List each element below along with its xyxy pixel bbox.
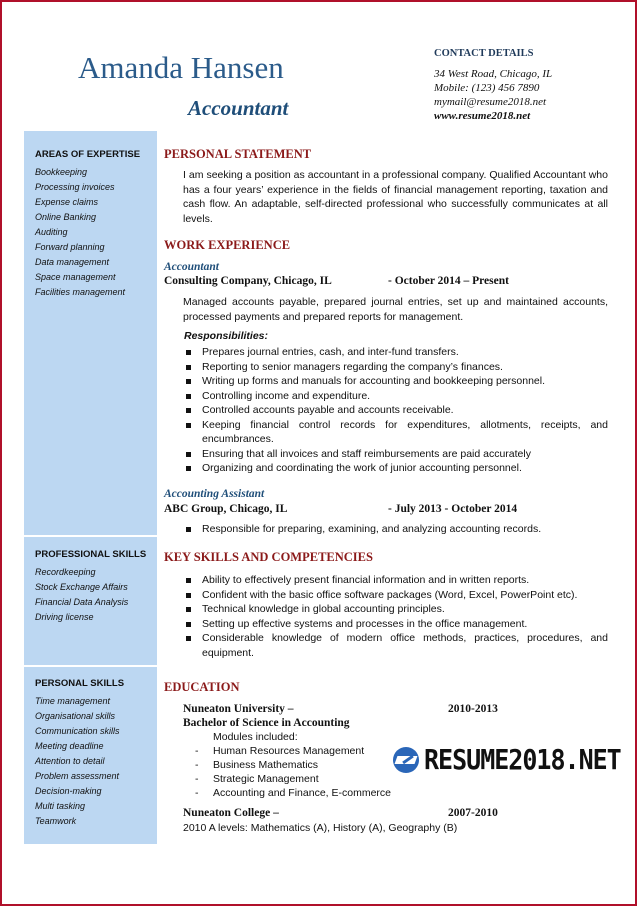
list-item: - Strategic Management [195, 773, 319, 785]
statement-text: I am seeking a position as accountant in a professional company. Qualified Accountant who has a four years’ experience in the fields of financial management reporting, taxation and cash flow. An adaptable, self-directed professional who successfully communicates at all levels. [183, 169, 608, 225]
list-item-text: Technical knowledge in global accounting principles. [202, 603, 445, 615]
list-item-text: Ensuring that all invoices and staff reimbursements are paid accurately [202, 447, 531, 460]
list-item-text: Strategic Management [213, 773, 319, 785]
list-item: Online Banking [35, 212, 97, 222]
personal-skills-heading: PERSONAL SKILLS [35, 678, 125, 689]
list-item-text: Considerable knowledge of modern office methods, practices, procedures, and equipment. [202, 632, 608, 659]
contact-details [434, 47, 552, 123]
list-item: Driving license [35, 612, 94, 622]
list-item: Organisational skills [35, 711, 116, 721]
list-item: Auditing [35, 227, 68, 237]
contact-email[interactable]: mymail@resume2018.net [434, 96, 547, 108]
job-title: Accountant [188, 96, 289, 120]
responsibilities-heading: Responsibilities: [184, 330, 269, 342]
list-item: Facilities management [35, 287, 126, 297]
list-item [184, 617, 608, 632]
list-item-text: Prepares journal entries, cash, and inter-fund transfers. [202, 346, 459, 358]
list-item: Recordkeeping [35, 567, 96, 577]
list-item: Teamwork [35, 816, 77, 826]
list-item-text: Reporting to senior managers regarding the company’s finances. [202, 360, 503, 373]
pen-logo-icon [393, 747, 419, 773]
list-item-text: Controlled accounts payable and accounts receivable. [202, 404, 454, 416]
list-item: Time management [35, 696, 110, 706]
list-item [184, 461, 608, 476]
list-item-text: Business Mathematics [213, 759, 319, 771]
professional-skills-heading: PROFESSIONAL SKILLS [35, 549, 147, 560]
list-item [184, 522, 608, 537]
contact-website[interactable]: www.resume2018.net [434, 110, 531, 122]
list-item [184, 602, 608, 617]
list-item: Multi tasking [35, 801, 86, 811]
list-item [184, 403, 608, 418]
list-item: Forward planning [35, 242, 105, 252]
list-item-text: Confident with the basic office software packages (Word, Excel, PowerPoint etc). [202, 588, 578, 601]
list-item: - Human Resources Management [195, 745, 365, 757]
sidebar-divider [24, 665, 157, 667]
list-item: Decision-making [35, 786, 102, 796]
list-item [184, 588, 608, 603]
list-item-text: Ability to effectively present financial information and in written reports. [202, 574, 530, 586]
list-item-text: Keeping financial control records for expenditures, allotments, receipts, and encumbrances. [202, 418, 608, 445]
list-item [184, 345, 608, 360]
list-item: - Accounting and Finance, E-commerce [195, 787, 392, 799]
school2-name: Nuneaton College – [183, 807, 279, 819]
list-item: Meeting deadline [35, 741, 104, 751]
list-item [184, 447, 608, 462]
job2-responsibilities [184, 522, 608, 537]
candidate-name: Amanda Hansen [78, 50, 284, 85]
modules-list [195, 744, 391, 800]
list-item: Expense claims [35, 197, 99, 207]
contact-mobile: Mobile: (123) 456 7890 [434, 82, 540, 94]
list-item [184, 389, 608, 404]
job1-title: Accountant [164, 261, 219, 273]
job1-dates: - October 2014 – Present [388, 275, 509, 287]
job1-responsibilities [184, 345, 608, 476]
list-item: Processing invoices [35, 182, 115, 192]
list-item-text: Responsible for preparing, examining, and analyzing accounting records. [202, 523, 542, 535]
job2-dates: - July 2013 - October 2014 [388, 503, 518, 515]
list-item: Bookkeeping [35, 167, 88, 177]
sidebar [24, 131, 157, 844]
school1-name: Nuneaton University – [183, 703, 294, 715]
list-item [184, 374, 608, 389]
modules-label: Modules included: [213, 731, 298, 743]
list-item-text: Accounting and Finance, E-commerce [213, 787, 392, 799]
experience-heading: WORK EXPERIENCE [164, 238, 291, 252]
education-heading: EDUCATION [164, 680, 240, 694]
contact-address: 34 West Road, Chicago, IL [434, 68, 553, 80]
list-item [184, 631, 608, 660]
sidebar-divider [24, 535, 157, 537]
list-item: - Business Mathematics [195, 759, 319, 771]
job1-summary: Managed accounts payable, prepared journal entries, set up and maintained accounts, processed payments and prepared reports for management. [183, 296, 608, 323]
school2-years: 2007-2010 [448, 807, 498, 819]
job1-company: Consulting Company, Chicago, IL [164, 275, 332, 287]
list-item: Communication skills [35, 726, 120, 736]
list-item [184, 418, 608, 447]
a-levels: 2010 A levels: Mathematics (A), History (A), Geography (B) [183, 822, 458, 834]
list-item: Attention to detail [35, 756, 105, 766]
personal-skills-section [35, 676, 124, 829]
skills-heading: KEY SKILLS AND COMPETENCIES [164, 550, 373, 564]
watermark-text: RESUME2018.NET [424, 743, 621, 776]
list-item: Space management [35, 272, 116, 282]
expertise-section [35, 147, 140, 300]
statement-heading: PERSONAL STATEMENT [164, 147, 312, 161]
contact-heading: CONTACT DETAILS [434, 48, 534, 59]
list-item: Data management [35, 257, 110, 267]
expertise-heading: AREAS OF EXPERTISE [35, 149, 141, 160]
professional-skills-section [35, 547, 146, 625]
degree: Bachelor of Science in Accounting [183, 717, 350, 729]
watermark [393, 745, 621, 774]
list-item: Problem assessment [35, 771, 120, 781]
list-item-text: Human Resources Management [213, 745, 365, 757]
list-item: Financial Data Analysis [35, 597, 129, 607]
list-item [184, 360, 608, 375]
job2-title: Accounting Assistant [164, 488, 265, 500]
list-item-text: Organizing and coordinating the work of junior accounting personnel. [202, 462, 522, 474]
list-item: Stock Exchange Affairs [35, 582, 128, 592]
list-item-text: Writing up forms and manuals for accounting and bookkeeping personnel. [202, 375, 546, 387]
list-item-text: Setting up effective systems and processes in the office management. [202, 617, 528, 630]
list-item [184, 573, 608, 588]
skills-list [184, 573, 608, 660]
school1-years: 2010-2013 [448, 703, 498, 715]
job2-company: ABC Group, Chicago, IL [164, 503, 288, 515]
list-item-text: Controlling income and expenditure. [202, 389, 371, 402]
